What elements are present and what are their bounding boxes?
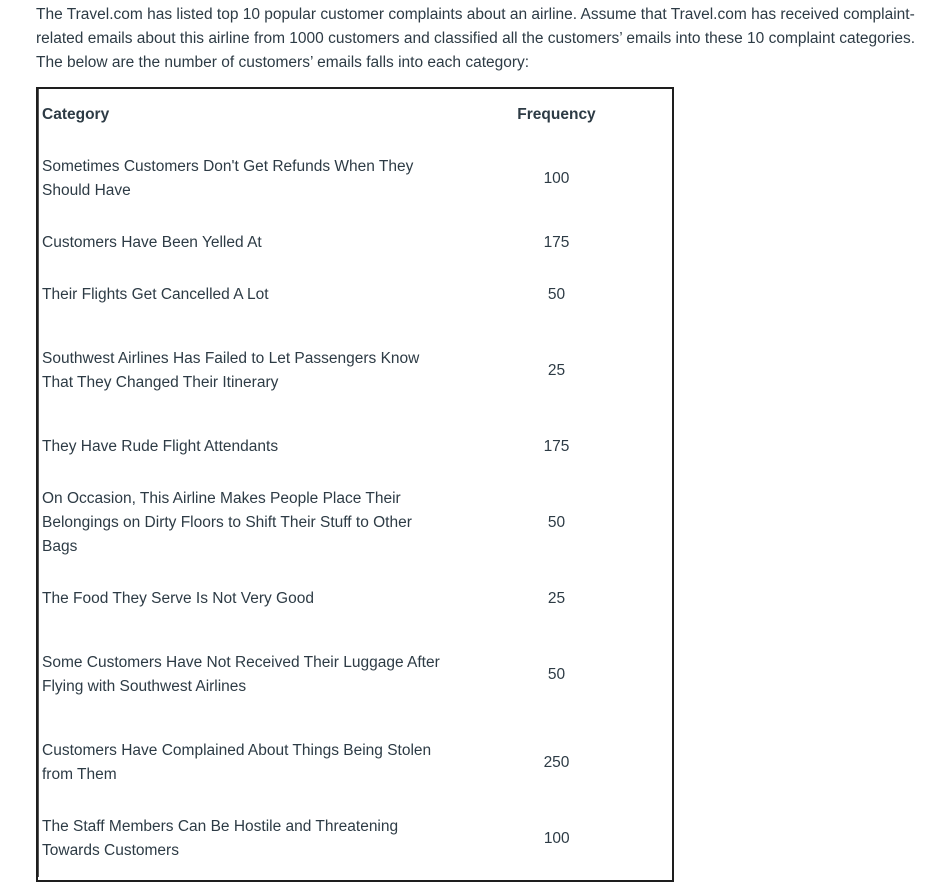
- intro-line-3: The below are the number of customers’ emails falls into each category:: [36, 54, 530, 71]
- frequency-cell: 250: [543, 754, 570, 771]
- table-row: [39, 141, 672, 217]
- table-row: [39, 269, 672, 321]
- frequency-cell: 100: [543, 830, 570, 847]
- category-cell: Customers Have Been Yelled At: [39, 217, 443, 269]
- category-cell: The Staff Members Can Be Hostile and Threatening Towards Customers: [39, 801, 443, 877]
- complaints-table: [36, 87, 674, 882]
- category-cell: Sometimes Customers Don't Get Refunds When They Should Have: [39, 141, 443, 217]
- table-row: [39, 725, 672, 801]
- table-row: [39, 321, 672, 421]
- frequency-cell: 50: [547, 666, 566, 683]
- table-row: [39, 573, 672, 625]
- frequency-cell: 100: [543, 170, 570, 187]
- frequency-cell: 25: [547, 590, 566, 607]
- frequency-cell: 25: [547, 362, 566, 379]
- frequency-header: Frequency: [517, 106, 596, 123]
- table-row: [39, 217, 672, 269]
- intro-paragraph: [36, 3, 940, 75]
- table-row: [39, 421, 672, 473]
- intro-line-1: The Travel.com has listed top 10 popular customer complaints about an airline. Assume that Travel.com has received complaint-: [36, 6, 915, 23]
- category-cell: Some Customers Have Not Received Their Luggage After Flying with Southwest Airlines: [39, 625, 443, 725]
- category-header: Category: [39, 89, 443, 141]
- category-cell: On Occasion, This Airline Makes People Place Their Belongings on Dirty Floors to Shift Their Stuff to Other Bags: [39, 473, 443, 573]
- category-cell: Their Flights Get Cancelled A Lot: [39, 269, 443, 321]
- category-cell: They Have Rude Flight Attendants: [39, 421, 443, 473]
- frequency-cell: 175: [543, 234, 570, 251]
- frequency-cell: 50: [547, 514, 566, 531]
- table-row: [39, 801, 672, 877]
- frequency-cell: 175: [543, 438, 570, 455]
- complaints-table-grid: [38, 89, 672, 877]
- frequency-cell: 50: [547, 286, 566, 303]
- table-row: [39, 473, 672, 573]
- intro-line-2: related emails about this airline from 1000 customers and classified all the customers’ emails into these 10 complaint categories.: [36, 30, 916, 47]
- category-cell: Southwest Airlines Has Failed to Let Passengers Know That They Changed Their Itinerary: [39, 321, 443, 421]
- category-cell: The Food They Serve Is Not Very Good: [39, 573, 443, 625]
- category-cell: Customers Have Complained About Things Being Stolen from Them: [39, 725, 443, 801]
- table-row: [39, 625, 672, 725]
- table-header-row: [39, 89, 672, 141]
